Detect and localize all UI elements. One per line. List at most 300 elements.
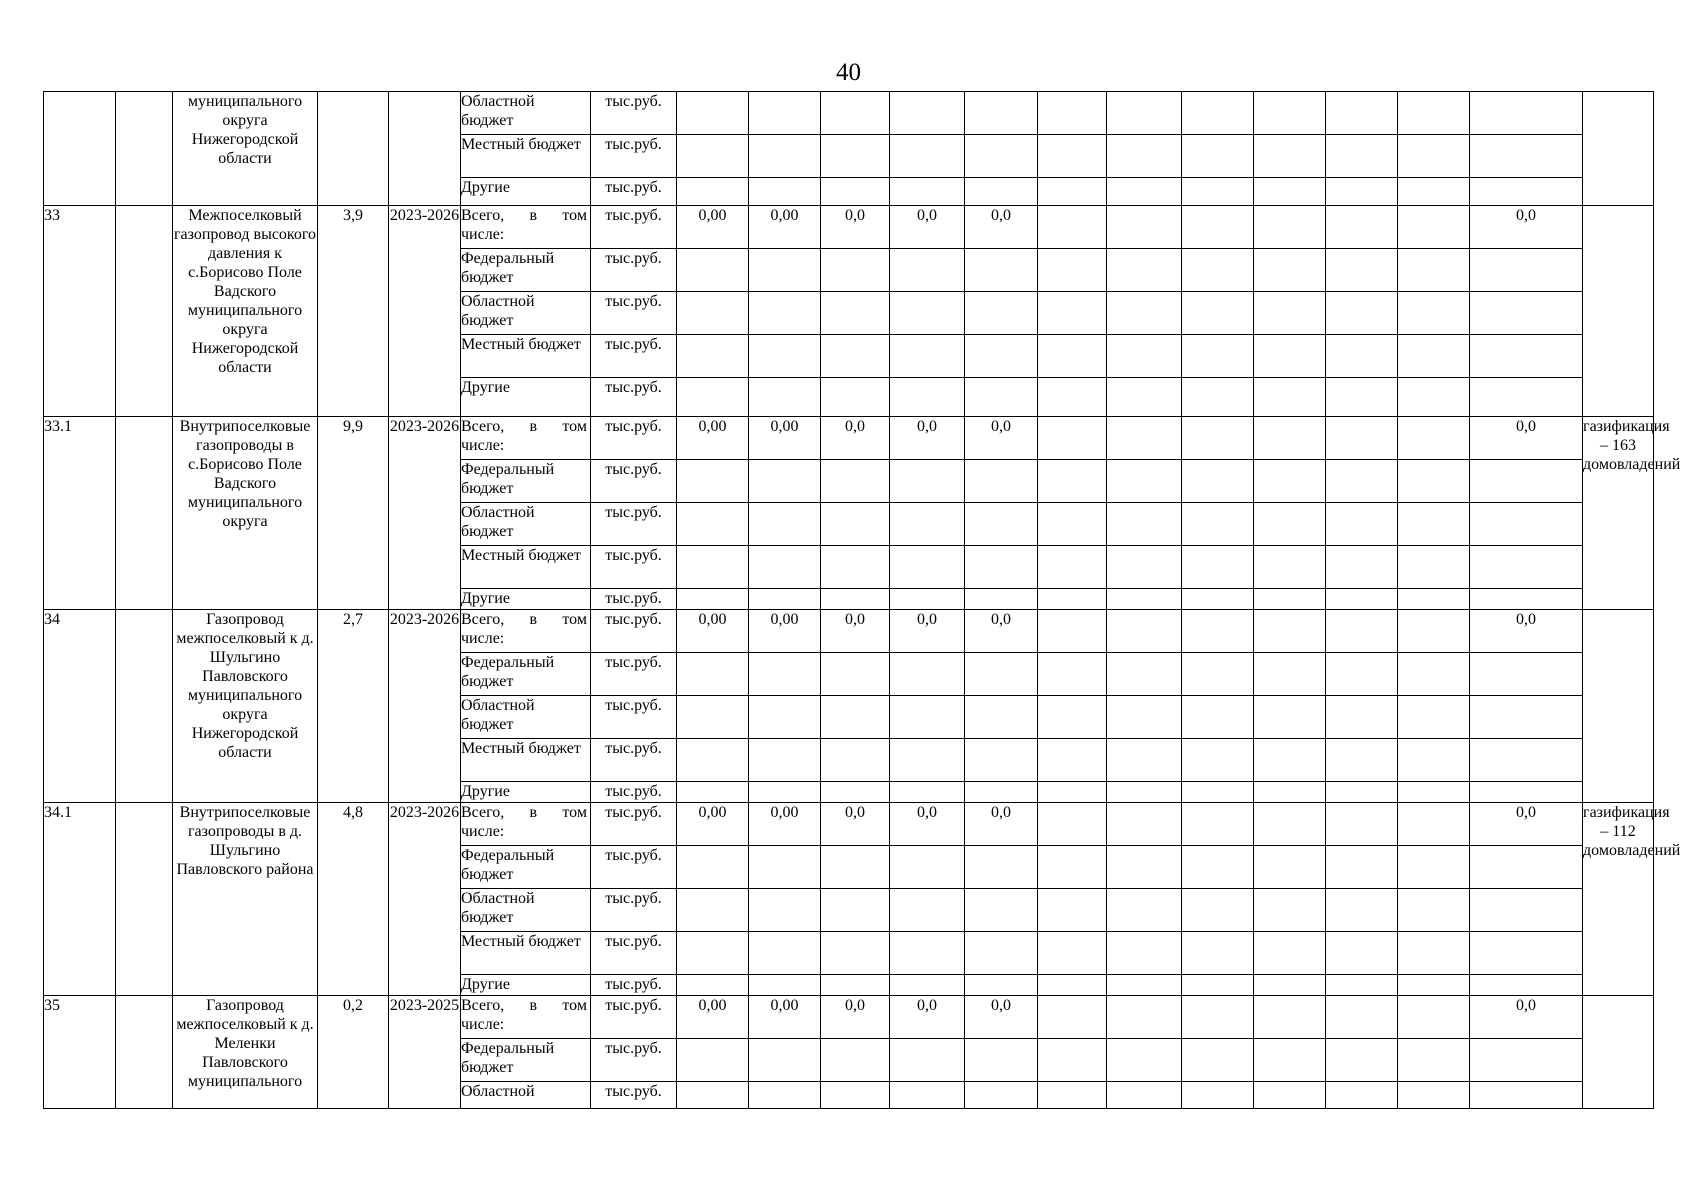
value-cell: [1254, 739, 1326, 782]
value-cell: 0,00: [749, 803, 821, 846]
funding-source-label: Местный бюджет: [461, 136, 581, 153]
value-cell: [890, 178, 965, 206]
length-km: 3,9: [318, 206, 389, 417]
value-cell: [677, 782, 749, 803]
funding-source: [461, 696, 591, 739]
value-cell: [1182, 249, 1254, 292]
value-cell: [821, 696, 890, 739]
value-cell: [1326, 1082, 1398, 1109]
value-cell: 0,0: [1470, 803, 1583, 846]
value-cell: [1254, 378, 1326, 417]
value-cell: [1254, 460, 1326, 503]
table-row: [44, 803, 1654, 846]
value-cell: [1398, 92, 1470, 135]
value-cell: [1326, 975, 1398, 996]
value-cell: [965, 292, 1038, 335]
funding-source: [461, 135, 591, 178]
value-cell: [1470, 178, 1583, 206]
unit-cell: тыс.руб.: [591, 739, 677, 782]
value-cell: [821, 335, 890, 378]
unit-cell: тыс.руб.: [591, 653, 677, 696]
value-cell: [1470, 546, 1583, 589]
funding-source-label: Всего, в том числе:: [461, 418, 587, 454]
value-cell: [1107, 335, 1182, 378]
value-cell: [749, 378, 821, 417]
unit-cell: тыс.руб.: [591, 975, 677, 996]
funding-source: [461, 335, 591, 378]
value-cell: [890, 739, 965, 782]
value-cell: [1038, 610, 1107, 653]
value-cell: [1398, 846, 1470, 889]
value-cell: [965, 135, 1038, 178]
value-cell: [890, 92, 965, 135]
length-km: 2,7: [318, 610, 389, 803]
value-cell: [677, 178, 749, 206]
funding-source-label: Всего, в том числе:: [461, 207, 587, 243]
value-cell: [1182, 803, 1254, 846]
value-cell: [1254, 589, 1326, 610]
value-cell: [677, 135, 749, 178]
blank-cell: [116, 803, 173, 996]
unit-cell: тыс.руб.: [591, 178, 677, 206]
value-cell: [965, 975, 1038, 996]
value-cell: [1254, 996, 1326, 1039]
value-cell: [1470, 335, 1583, 378]
value-cell: [677, 335, 749, 378]
value-cell: [677, 889, 749, 932]
value-cell: 0,0: [965, 803, 1038, 846]
item-number: 35: [44, 996, 116, 1109]
value-cell: [1254, 932, 1326, 975]
value-cell: [890, 889, 965, 932]
value-cell: [1182, 610, 1254, 653]
value-cell: [1326, 803, 1398, 846]
value-cell: [1254, 335, 1326, 378]
unit-cell: тыс.руб.: [591, 249, 677, 292]
value-cell: [1182, 1082, 1254, 1109]
value-cell: [1107, 932, 1182, 975]
funding-source-label: Федеральный бюджет: [461, 461, 555, 497]
value-cell: [1038, 889, 1107, 932]
value-cell: [965, 739, 1038, 782]
value-cell: [1038, 292, 1107, 335]
value-cell: [1470, 503, 1583, 546]
value-cell: [1470, 653, 1583, 696]
value-cell: [1182, 846, 1254, 889]
value-cell: [749, 135, 821, 178]
value-cell: [821, 782, 890, 803]
value-cell: [1398, 739, 1470, 782]
value-cell: [890, 378, 965, 417]
item-number: 34: [44, 610, 116, 803]
value-cell: [1182, 460, 1254, 503]
value-cell: [1038, 589, 1107, 610]
value-cell: [965, 460, 1038, 503]
funding-source: [461, 460, 591, 503]
value-cell: 0,0: [890, 206, 965, 249]
value-cell: [1107, 803, 1182, 846]
value-cell: [821, 546, 890, 589]
value-cell: [890, 135, 965, 178]
table-row: [44, 996, 1654, 1039]
value-cell: [1470, 135, 1583, 178]
value-cell: [1182, 589, 1254, 610]
value-cell: [1254, 249, 1326, 292]
value-cell: [1254, 610, 1326, 653]
value-cell: [1470, 378, 1583, 417]
value-cell: [677, 546, 749, 589]
value-cell: [1398, 610, 1470, 653]
funding-source-label: Всего, в том числе:: [461, 611, 587, 647]
value-cell: [677, 589, 749, 610]
value-cell: 0,0: [1470, 417, 1583, 460]
value-cell: [965, 546, 1038, 589]
period: 2023-2026: [389, 206, 461, 417]
value-cell: [821, 932, 890, 975]
value-cell: [677, 696, 749, 739]
value-cell: 0,00: [677, 803, 749, 846]
value-cell: [890, 546, 965, 589]
value-cell: [1038, 653, 1107, 696]
funding-source-label: Федеральный бюджет: [461, 1040, 555, 1076]
length-km: 0,2: [318, 996, 389, 1109]
value-cell: [1254, 546, 1326, 589]
expected-result: газификация – 112 домовладений: [1583, 803, 1654, 996]
value-cell: [821, 975, 890, 996]
unit-cell: тыс.руб.: [591, 1039, 677, 1082]
funding-source: [461, 846, 591, 889]
value-cell: [1398, 206, 1470, 249]
value-cell: [821, 653, 890, 696]
value-cell: [677, 249, 749, 292]
funding-source-label: Местный бюджет: [461, 336, 581, 353]
value-cell: [1182, 546, 1254, 589]
value-cell: [1398, 782, 1470, 803]
value-cell: [749, 589, 821, 610]
value-cell: [1326, 92, 1398, 135]
value-cell: [1182, 996, 1254, 1039]
value-cell: [821, 378, 890, 417]
unit-cell: тыс.руб.: [591, 546, 677, 589]
funding-source: [461, 975, 591, 996]
value-cell: [1326, 889, 1398, 932]
funding-source-label: Областной бюджет: [461, 890, 535, 926]
funding-source: [461, 610, 591, 653]
value-cell: [1182, 1039, 1254, 1082]
value-cell: [1326, 460, 1398, 503]
expected-result: [1583, 92, 1654, 206]
object-description: Внутрипоселковые газопроводы в с.Борисово Поле Вадского муниципального округа: [173, 417, 318, 610]
period: [389, 92, 461, 206]
funding-source: [461, 178, 591, 206]
value-cell: [1038, 803, 1107, 846]
value-cell: [1182, 932, 1254, 975]
unit-cell: тыс.руб.: [591, 292, 677, 335]
funding-source: [461, 1082, 591, 1109]
value-cell: [1326, 653, 1398, 696]
value-cell: [965, 92, 1038, 135]
blank-cell: [116, 417, 173, 610]
value-cell: [1470, 292, 1583, 335]
unit-cell: тыс.руб.: [591, 782, 677, 803]
value-cell: [821, 1039, 890, 1082]
value-cell: [890, 249, 965, 292]
period: 2023-2026: [389, 610, 461, 803]
value-cell: [1038, 92, 1107, 135]
value-cell: [1326, 178, 1398, 206]
value-cell: [1398, 417, 1470, 460]
value-cell: 0,0: [821, 206, 890, 249]
unit-cell: тыс.руб.: [591, 503, 677, 546]
value-cell: [677, 378, 749, 417]
value-cell: 0,0: [965, 610, 1038, 653]
funding-source: [461, 803, 591, 846]
value-cell: [1398, 803, 1470, 846]
value-cell: [749, 653, 821, 696]
value-cell: [1326, 739, 1398, 782]
value-cell: [1398, 589, 1470, 610]
value-cell: [1107, 546, 1182, 589]
value-cell: [1107, 206, 1182, 249]
value-cell: [749, 292, 821, 335]
length-km: 4,8: [318, 803, 389, 996]
value-cell: [821, 846, 890, 889]
unit-cell: тыс.руб.: [591, 932, 677, 975]
value-cell: [965, 696, 1038, 739]
value-cell: [749, 178, 821, 206]
item-number: 34.1: [44, 803, 116, 996]
funding-table: [43, 91, 1681, 1109]
table-row: [44, 417, 1654, 460]
value-cell: [1398, 378, 1470, 417]
value-cell: [1182, 335, 1254, 378]
funding-source-label: Федеральный бюджет: [461, 847, 555, 883]
length-km: [318, 92, 389, 206]
table-row: [44, 92, 1654, 135]
value-cell: [1254, 135, 1326, 178]
value-cell: 0,0: [965, 417, 1038, 460]
value-cell: [1038, 249, 1107, 292]
value-cell: [1398, 932, 1470, 975]
value-cell: [1038, 782, 1107, 803]
value-cell: [965, 335, 1038, 378]
unit-cell: тыс.руб.: [591, 460, 677, 503]
value-cell: [1182, 503, 1254, 546]
value-cell: [890, 1039, 965, 1082]
value-cell: [749, 460, 821, 503]
funding-source-label: Областной: [461, 1083, 535, 1100]
funding-source-label: Всего, в том числе:: [461, 997, 587, 1033]
funding-source: [461, 739, 591, 782]
unit-cell: тыс.руб.: [591, 135, 677, 178]
value-cell: [677, 460, 749, 503]
value-cell: [965, 1039, 1038, 1082]
value-cell: [1038, 178, 1107, 206]
value-cell: [1182, 417, 1254, 460]
value-cell: [1182, 889, 1254, 932]
value-cell: [749, 546, 821, 589]
value-cell: [677, 932, 749, 975]
value-cell: [821, 589, 890, 610]
value-cell: [1038, 696, 1107, 739]
value-cell: [890, 782, 965, 803]
value-cell: [1326, 249, 1398, 292]
value-cell: [1470, 249, 1583, 292]
expected-result: [1583, 610, 1654, 803]
value-cell: [1107, 135, 1182, 178]
value-cell: [1470, 696, 1583, 739]
item-number: [44, 92, 116, 206]
value-cell: [1107, 1082, 1182, 1109]
funding-source-label: Местный бюджет: [461, 740, 581, 757]
value-cell: [749, 932, 821, 975]
value-cell: [677, 1039, 749, 1082]
value-cell: [1182, 653, 1254, 696]
value-cell: [1182, 206, 1254, 249]
value-cell: [749, 1039, 821, 1082]
object-description: Газопровод межпоселковый к д. Шульгино Павловского муниципального округа Нижегородской области: [173, 610, 318, 803]
blank-cell: [116, 996, 173, 1109]
value-cell: [1398, 975, 1470, 996]
funding-source-label: Местный бюджет: [461, 547, 581, 564]
value-cell: [749, 975, 821, 996]
funding-source-label: Местный бюджет: [461, 933, 581, 950]
value-cell: [1254, 292, 1326, 335]
value-cell: [965, 178, 1038, 206]
funding-source-label: Другие: [461, 590, 510, 607]
value-cell: [1107, 975, 1182, 996]
value-cell: [1254, 975, 1326, 996]
value-cell: [890, 975, 965, 996]
unit-cell: тыс.руб.: [591, 378, 677, 417]
value-cell: [1326, 546, 1398, 589]
value-cell: [1107, 782, 1182, 803]
value-cell: [1470, 92, 1583, 135]
funding-source-label: Областной бюджет: [461, 504, 535, 540]
value-cell: [965, 589, 1038, 610]
value-cell: 0,0: [890, 996, 965, 1039]
funding-source-label: Федеральный бюджет: [461, 250, 555, 286]
value-cell: [1398, 1039, 1470, 1082]
value-cell: [1254, 782, 1326, 803]
object-description: Межпоселковый газопровод высокого давления к с.Борисово Поле Вадского муниципального округа Нижегородской области: [173, 206, 318, 417]
value-cell: 0,00: [749, 417, 821, 460]
value-cell: [821, 135, 890, 178]
value-cell: [1326, 589, 1398, 610]
value-cell: [1038, 1082, 1107, 1109]
value-cell: [1107, 249, 1182, 292]
value-cell: [749, 1082, 821, 1109]
page-number: 40: [836, 59, 861, 86]
value-cell: [1326, 846, 1398, 889]
value-cell: 0,0: [1470, 206, 1583, 249]
value-cell: [1038, 996, 1107, 1039]
value-cell: [1038, 1039, 1107, 1082]
funding-source-label: Другие: [461, 179, 510, 196]
value-cell: [890, 696, 965, 739]
funding-source: [461, 292, 591, 335]
value-cell: [749, 846, 821, 889]
value-cell: [749, 739, 821, 782]
funding-source-label: Всего, в том числе:: [461, 804, 587, 840]
value-cell: [1254, 846, 1326, 889]
unit-cell: тыс.руб.: [591, 996, 677, 1039]
value-cell: [890, 589, 965, 610]
value-cell: [749, 249, 821, 292]
value-cell: [1398, 1082, 1470, 1109]
value-cell: [1107, 503, 1182, 546]
value-cell: [1398, 653, 1470, 696]
value-cell: [1038, 460, 1107, 503]
value-cell: [677, 292, 749, 335]
value-cell: [1254, 653, 1326, 696]
funding-source: [461, 782, 591, 803]
unit-cell: тыс.руб.: [591, 610, 677, 653]
value-cell: [1107, 1039, 1182, 1082]
value-cell: [1326, 782, 1398, 803]
length-km: 9,9: [318, 417, 389, 610]
value-cell: [821, 1082, 890, 1109]
value-cell: [965, 932, 1038, 975]
value-cell: [1398, 335, 1470, 378]
value-cell: [965, 1082, 1038, 1109]
value-cell: [1182, 378, 1254, 417]
value-cell: [1398, 292, 1470, 335]
unit-cell: тыс.руб.: [591, 696, 677, 739]
value-cell: 0,0: [821, 610, 890, 653]
value-cell: [1182, 739, 1254, 782]
value-cell: [1038, 206, 1107, 249]
unit-cell: тыс.руб.: [591, 889, 677, 932]
value-cell: [1254, 178, 1326, 206]
value-cell: [677, 975, 749, 996]
unit-cell: тыс.руб.: [591, 206, 677, 249]
value-cell: [677, 739, 749, 782]
unit-cell: тыс.руб.: [591, 417, 677, 460]
value-cell: [890, 292, 965, 335]
value-cell: [1326, 932, 1398, 975]
expected-result: [1583, 206, 1654, 417]
object-description: муниципального округа Нижегородской области: [173, 92, 318, 206]
funding-source-label: Другие: [461, 783, 510, 800]
value-cell: [1182, 135, 1254, 178]
value-cell: [1470, 460, 1583, 503]
funding-source: [461, 996, 591, 1039]
value-cell: [1398, 135, 1470, 178]
value-cell: [1107, 610, 1182, 653]
funding-source-label: Областной бюджет: [461, 293, 535, 329]
funding-source: [461, 932, 591, 975]
value-cell: [749, 503, 821, 546]
unit-cell: тыс.руб.: [591, 335, 677, 378]
value-cell: [821, 92, 890, 135]
blank-cell: [116, 206, 173, 417]
value-cell: [1038, 378, 1107, 417]
value-cell: 0,0: [1470, 996, 1583, 1039]
funding-source: [461, 546, 591, 589]
funding-source: [461, 378, 591, 417]
value-cell: [1107, 653, 1182, 696]
value-cell: [1182, 975, 1254, 996]
value-cell: [1254, 417, 1326, 460]
value-cell: 0,00: [749, 996, 821, 1039]
value-cell: 0,0: [890, 803, 965, 846]
period: 2023-2025: [389, 996, 461, 1109]
value-cell: [965, 378, 1038, 417]
value-cell: 0,0: [1470, 610, 1583, 653]
value-cell: 0,00: [677, 206, 749, 249]
value-cell: [890, 1082, 965, 1109]
